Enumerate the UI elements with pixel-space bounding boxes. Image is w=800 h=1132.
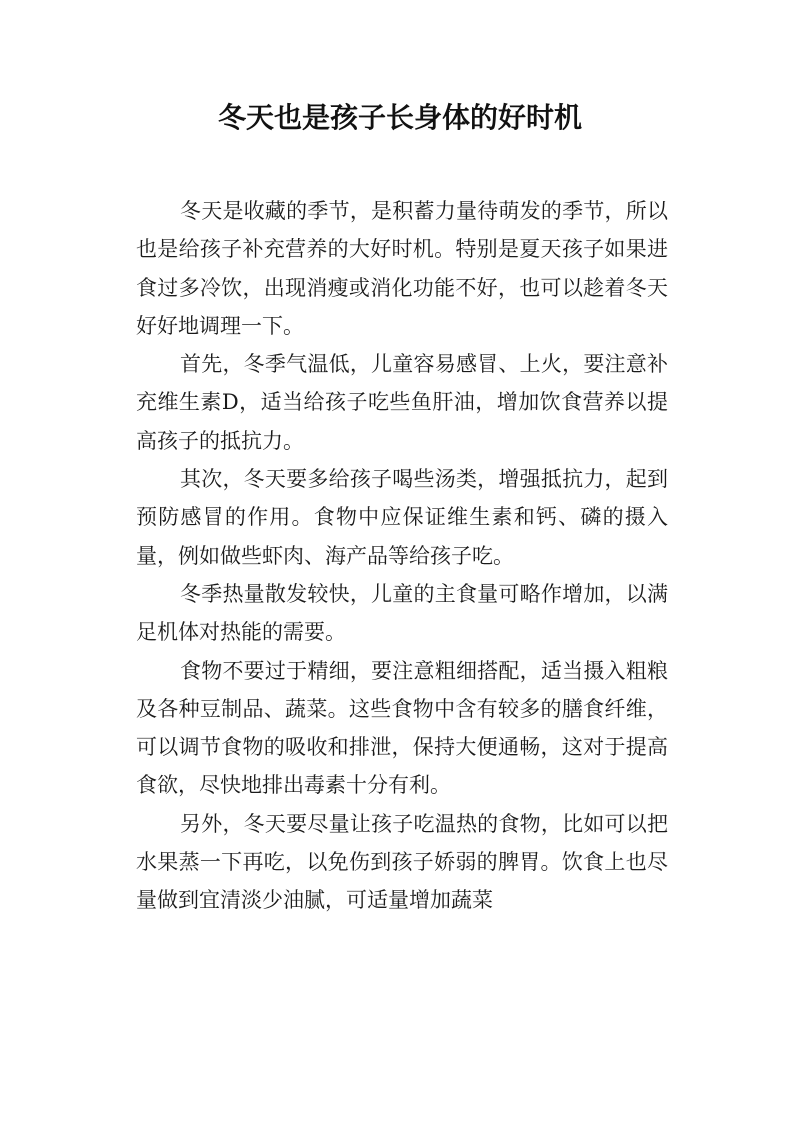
paragraph: 其次，冬天要多给孩子喝些汤类，增强抵抗力，起到预防感冒的作用。食物中应保证维生素和钙、磷的摄入量，例如做些虾肉、海产品等给孩子吃。 — [136, 467, 668, 568]
paragraph: 冬季热量散发较快，儿童的主食量可略作增加，以满足机体对热能的需要。 — [136, 581, 668, 645]
document-title: 冬天也是孩子长身体的好时机 — [217, 101, 582, 134]
paragraph: 另外，冬天要尽量让孩子吃温热的食物，比如可以把水果蒸一下再吃，以免伤到孩子娇弱的脾胃。饮食上也尽量做到宜清淡少油腻，可适量增加蔬菜 — [136, 811, 668, 913]
document-body — [136, 192, 668, 920]
paragraph: 食物不要过于精细，要注意粗细搭配，适当摄入粗粮及各种豆制品、蔬菜。这些食物中含有较多的膳食纤维，可以调节食物的吸收和排泄，保持大便通畅，这对于提高食欲，尽快地排出毒素十分有利。 — [136, 658, 668, 798]
paragraph: 冬天是收藏的季节，是积蓄力量待萌发的季节，所以也是给孩子补充营养的大好时机。特别是夏天孩子如果进食过多冷饮，出现消瘦或消化功能不好，也可以趁着冬天好好地调理一下。 — [136, 199, 668, 338]
paragraph: 首先，冬季气温低，儿童容易感冒、上火，要注意补充维生素D，适当给孩子吃些鱼肝油，增加饮食营养以提高孩子的抵抗力。 — [136, 352, 668, 453]
